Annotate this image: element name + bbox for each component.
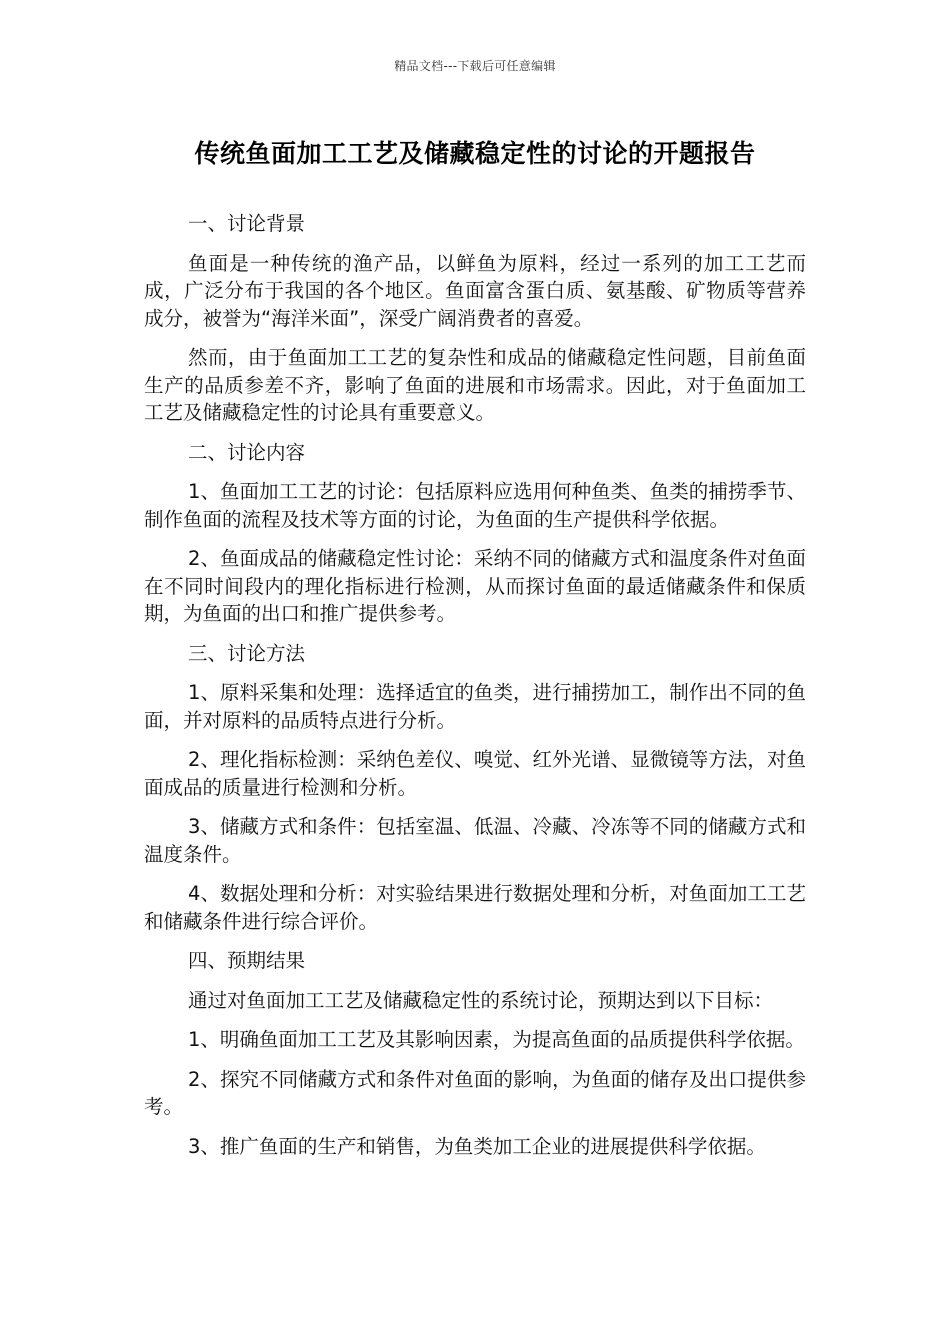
paragraph: 3、储藏方式和条件：包括室温、低温、冷藏、冷冻等不同的储藏方式和温度条件。 xyxy=(144,815,806,866)
section-heading-content: 二、讨论内容 xyxy=(188,440,306,464)
paragraph: 2、探究不同储藏方式和条件对鱼面的影响，为鱼面的储存及出口提供参考。 xyxy=(144,1067,806,1118)
paragraph: 1、明确鱼面加工工艺及其影响因素，为提高鱼面的品质提供科学依据。 xyxy=(188,1028,805,1051)
section-heading-background: 一、讨论背景 xyxy=(188,212,306,235)
section-heading-methods: 三、讨论方法 xyxy=(188,641,306,665)
paragraph: 1、鱼面加工工艺的讨论：包括原料应选用何种鱼类、鱼类的捕捞季节、制作鱼面的流程及技术等方面的讨论，为鱼面的生产提供科学依据。 xyxy=(144,480,806,531)
paragraph: 4、数据处理和分析：对实验结果进行数据处理和分析，对鱼面加工工艺和储藏条件进行综合评价。 xyxy=(144,882,806,933)
paragraph: 2、理化指标检测：采纳色差仪、嗅觉、红外光谱、显微镜等方法，对鱼面成品的质量进行检测和分析。 xyxy=(144,748,806,799)
paragraph: 鱼面是一种传统的渔产品，以鲜鱼为原料，经过一系列的加工工艺而成，广泛分布于我国的各个地区。鱼面富含蛋白质、氨基酸、矿物质等营养成分，被誉为“海洋米面”，深受广阔消费者的喜爱。 xyxy=(144,251,806,330)
document-title: 传统鱼面加工工艺及储藏稳定性的讨论的开题报告 xyxy=(194,139,756,168)
document-body xyxy=(144,210,806,1172)
paragraph: 通过对鱼面加工工艺及储藏稳定性的系统讨论，预期达到以下目标： xyxy=(188,988,774,1012)
paragraph: 2、鱼面成品的储藏稳定性讨论：采纳不同的储藏方式和温度条件对鱼面在不同时间段内的理化指标进行检测，从而探讨鱼面的最适储藏条件和保质期，为鱼面的出口和推广提供参考。 xyxy=(144,547,806,625)
section-heading-expected-results: 四、预期结果 xyxy=(188,949,306,972)
paragraph: 1、原料采集和处理：选择适宜的鱼类，进行捕捞加工，制作出不同的鱼面，并对原料的品质特点进行分析。 xyxy=(144,681,806,732)
page-header: 精品文档---下载后可任意编辑 xyxy=(394,59,556,73)
paragraph: 3、推广鱼面的生产和销售，为鱼类加工企业的进展提供科学依据。 xyxy=(188,1134,766,1158)
paragraph: 然而，由于鱼面加工工艺的复杂性和成品的储藏稳定性问题，目前鱼面生产的品质参差不齐，影响了鱼面的进展和市场需求。因此，对于鱼面加工工艺及储藏稳定性的讨论具有重要意义。 xyxy=(144,346,806,424)
